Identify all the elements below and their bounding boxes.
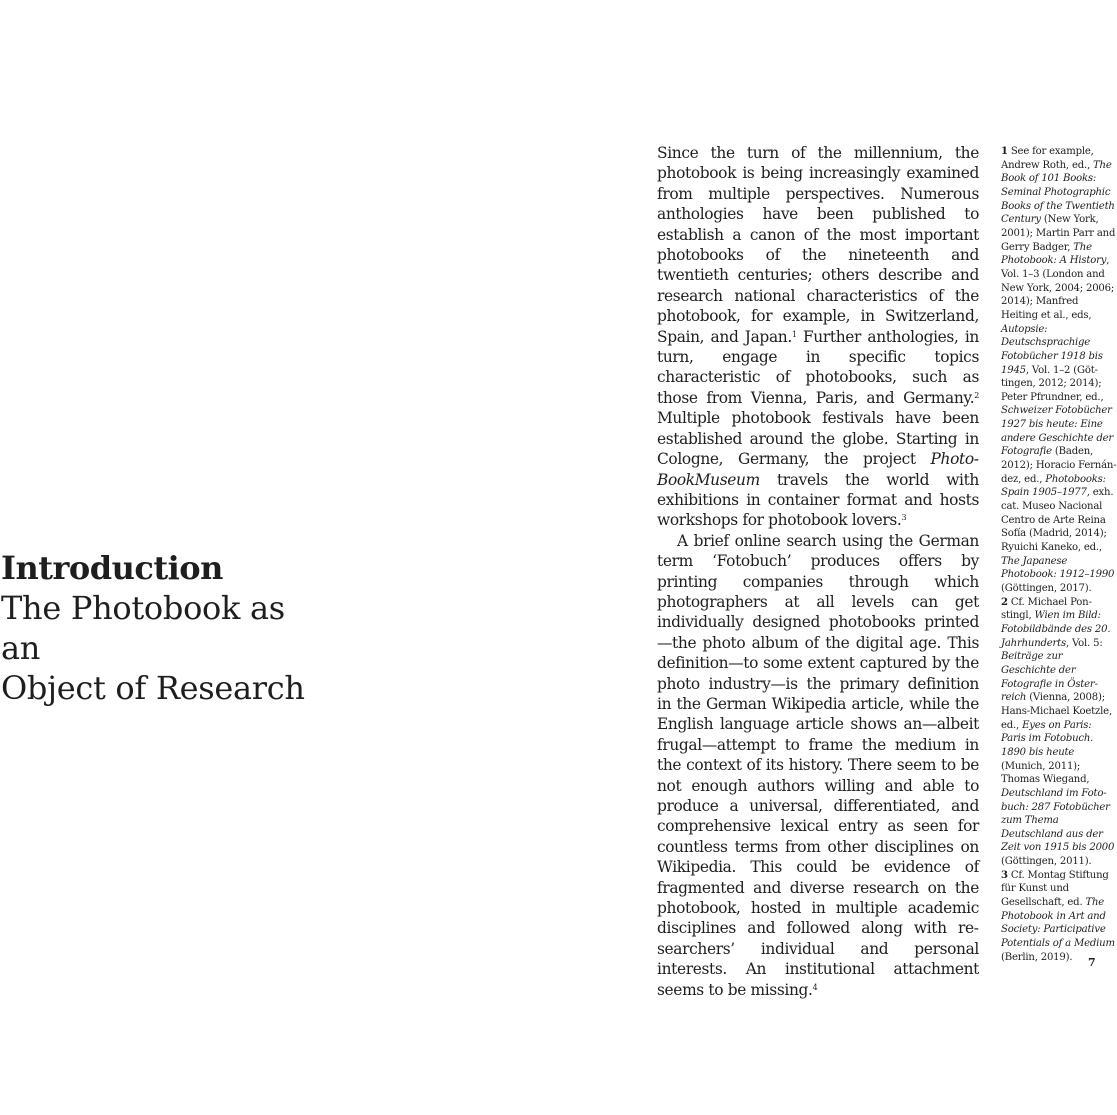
book-title: Wien im Bild: Fotobildbände des 20. Jahrhunderts: [1001, 610, 1111, 649]
book-title: Photobooks: Spain 1905–1977: [1001, 473, 1106, 499]
text-run: Further anthologies, in turn, engage in specific topics characteristic of photobooks, such as those from Vienna, Paris, and Germany.: [657, 327, 979, 407]
footnote-number: 3: [1001, 869, 1008, 881]
book-title: Autopsie: Deutschsprachige Fotobücher 1918 bis 1945: [1001, 323, 1103, 376]
footnote-2: [1001, 596, 1117, 869]
text-run: Cf. Michael Ponstingl,: [1001, 596, 1092, 622]
text-run: (Munich, 2011); Thomas Wiegand,: [1001, 760, 1090, 786]
text-run: , exh. cat. Museo Nacional Centro de Arte Reina Sofía (Madrid, 2014); Ryuichi Kaneko, ed.,: [1001, 487, 1114, 554]
text-run: , Vol. 5:: [1066, 637, 1103, 649]
footnote-number: 2: [1001, 596, 1008, 608]
chapter-title-line-2: Object of Research: [1, 669, 305, 707]
footnote-number: 1: [1001, 146, 1008, 157]
book-title: Beiträge zur Geschichte der Fotografie in Österreich: [1001, 651, 1098, 704]
book-title: Schweizer Fotobücher 1927 bis heute: Eine andere Geschichte der Fotografie: [1001, 405, 1114, 458]
book-title: The Photobook in Art and Society: Participative Potentials of a Medium: [1001, 897, 1115, 950]
text-run: Since the turn of the millennium, the photobook is being increasingly examined from multiple perspectives. Numerous anthologies have been published to establish a canon of the most important photobooks of the nineteenth and twentieth centuries; others describe and research national characteristics of the photobook, for example, in Switzerland, Spain, and Japan.: [657, 144, 979, 346]
book-title: Deutschland im Fotobuch: 287 Fotobücher zum Thema Deutschland aus der Zeit von 1915 bis 2000: [1001, 787, 1115, 854]
book-title: The Japanese Photobook: 1912–1990: [1001, 555, 1115, 581]
footnotes-column: [1001, 145, 1117, 964]
footnote-1: [1001, 145, 1117, 596]
project-title: PhotoBookMuseum: [657, 450, 979, 489]
body-paragraph-1: [657, 143, 979, 531]
page-number: 7: [1088, 956, 1096, 969]
footnote-ref-2: 2: [974, 390, 979, 400]
footnote-3: [1001, 869, 1117, 965]
body-paragraph-2: [657, 531, 979, 1000]
text-run: (Göttingen, 2017).: [1001, 583, 1092, 594]
text-run: (Baden, 2012); Horacio Fernández, ed.,: [1001, 446, 1117, 485]
footnote-ref-1: 1: [791, 329, 797, 339]
footnote-ref-4: 4: [812, 982, 818, 992]
text-run: A brief online search using the German term ‘Fotobuch’ produces offers by printing companies through which photographers at all levels can get individually designed photobooks printed—the photo album of the digital age. This definition—to some extent captured by the photo industry—is the primary definition in the German Wikipedia article, while the English language article shows an—albeit frugal—attempt to frame the medium in the context of its history. There seem to be not enough authors willing and able to produce a universal, differentiated, and comprehensive lexical entry as seen for countless terms from other disciplines on Wikipedia. This could be evidence of fragmented and diverse research on the photobook, hosted in multiple academic disciplines and followed along with researchers’ individual and personal interests. An institutional attachment seems to be missing.: [657, 531, 979, 999]
text-run: (Göttingen, 2011).: [1001, 856, 1092, 868]
text-run: (Vienna, 2008); Hans-Michael Koetzle, ed.,: [1001, 692, 1112, 731]
book-title: Eyes on Paris: Paris im Fotobuch. 1890 bis heute: [1001, 719, 1094, 758]
text-run: travels the world with exhibitions in container format and hosts workshops for photobook lovers.: [657, 470, 979, 530]
text-run: Cf. Montag Stiftung für Kunst und Gesellschaft, ed.: [1001, 869, 1109, 909]
text-run: (New York, 2001); Martin Parr and Gerry Badger,: [1001, 214, 1116, 253]
body-text: [657, 143, 979, 1000]
text-run: (Berlin, 2019).: [1001, 951, 1073, 963]
text-run: , Vol. 1–3 (London and New York, 2004; 2006; 2014); Manfred Heiting et al., eds,: [1001, 255, 1115, 321]
chapter-title-line-1: The Photobook as an: [1, 589, 285, 667]
text-run: See for example, Andrew Roth, ed.,: [1001, 146, 1094, 171]
chapter-label: Introduction: [1, 549, 223, 587]
footnote-ref-3: 3: [901, 513, 907, 523]
book-title: The Photobook: A History: [1001, 241, 1107, 267]
text-run: , Vol. 1–2 (Göttingen, 2012; 2014); Peter Pfrundner, ed.,: [1001, 364, 1104, 403]
book-title: The Book of 101 Books: Seminal Photographic Books of the Twentieth Century: [1001, 159, 1115, 226]
chapter-heading: [1, 548, 331, 708]
text-run: Multiple photobook festivals have been established around the globe. Starting in Cologne, Germany, the project: [657, 409, 979, 469]
